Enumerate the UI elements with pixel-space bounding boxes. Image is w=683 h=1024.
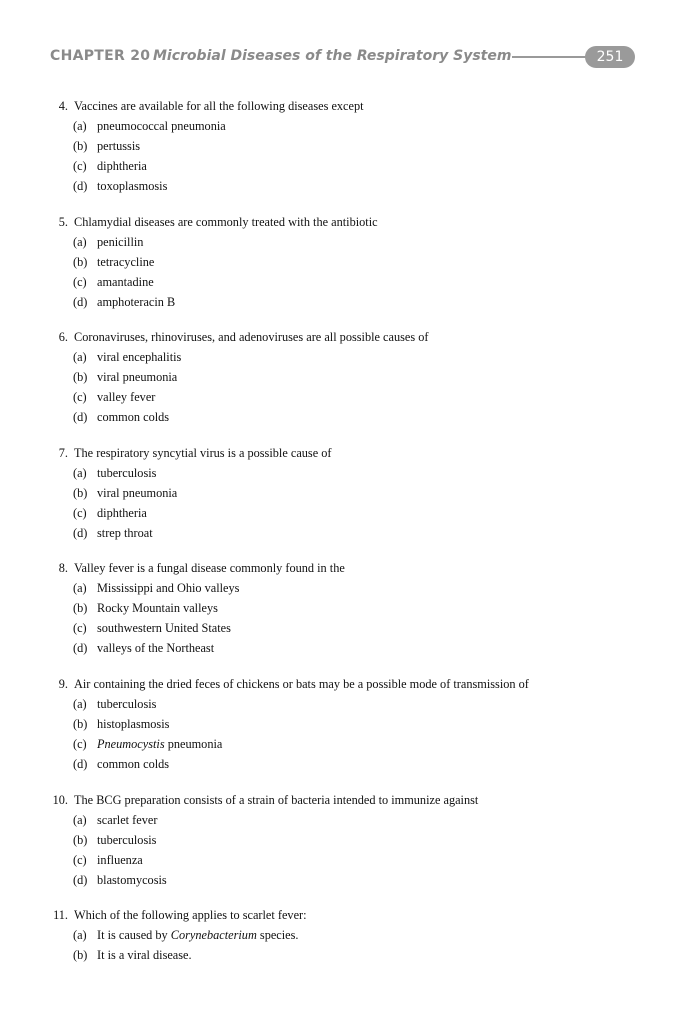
chapter-label: CHAPTER 20 (50, 48, 151, 64)
question-text: The respiratory syncytial virus is a possible cause of (74, 445, 332, 460)
option-letter: (d) (73, 756, 88, 771)
header-rule (512, 56, 592, 58)
answer-option (0, 463, 683, 483)
option-text: tetracycline (97, 254, 155, 269)
question-text: Valley fever is a fungal disease commonly found in the (74, 561, 345, 576)
question-stem (0, 674, 683, 694)
answer-option (0, 734, 683, 754)
answer-option (0, 272, 683, 292)
question-text: Air containing the dried feces of chickens or bats may be a possible mode of transmission of (74, 676, 529, 691)
option-text: tuberculosis (97, 832, 157, 847)
option-text: common colds (97, 410, 170, 425)
answer-option (0, 232, 683, 252)
answer-option (0, 850, 683, 870)
option-letter: (b) (73, 716, 88, 731)
answer-option (0, 292, 683, 312)
option-text: diphtheria (97, 505, 147, 520)
answer-option (0, 598, 683, 618)
option-text: diphtheria (97, 159, 147, 173)
question-number: 7. (58, 445, 68, 460)
answer-option (0, 830, 683, 850)
question-text: The BCG preparation consists of a strain of bacteria intended to immunize against (74, 792, 479, 807)
answer-option (0, 925, 683, 945)
question-stem (0, 443, 683, 463)
question-stem (0, 905, 683, 925)
option-text: pneumococcal pneumonia (97, 119, 226, 133)
question-stem (0, 327, 683, 347)
option-letter: (c) (73, 390, 87, 405)
answer-option (0, 176, 683, 196)
option-letter: (b) (73, 601, 88, 616)
option-text: tuberculosis (97, 465, 157, 480)
option-letter: (c) (73, 736, 87, 751)
option-letter: (a) (73, 234, 87, 249)
question-list (0, 96, 683, 981)
option-letter: (d) (73, 410, 88, 425)
answer-option (0, 638, 683, 658)
question-item (0, 96, 683, 196)
question-item (0, 558, 683, 658)
answer-option (0, 116, 683, 136)
option-letter: (d) (73, 641, 88, 656)
option-letter: (c) (73, 159, 87, 173)
question-number: 10. (52, 792, 68, 807)
option-text: valley fever (97, 390, 156, 405)
option-letter: (a) (73, 465, 87, 480)
option-text-rest: pneumonia (164, 736, 223, 751)
option-text: amphoteracin B (97, 294, 176, 309)
question-stem (0, 96, 683, 116)
option-italic-term: Corynebacterium (170, 928, 257, 943)
question-stem (0, 558, 683, 578)
option-letter: (b) (73, 370, 88, 385)
answer-option (0, 870, 683, 890)
question-text: Coronaviruses, rhinoviruses, and adenoviruses are all possible causes of (74, 330, 429, 345)
answer-option (0, 367, 683, 387)
option-text (97, 734, 222, 754)
option-text: viral pneumonia (97, 370, 178, 385)
option-letter: (b) (73, 254, 88, 269)
answer-option (0, 578, 683, 598)
option-text: scarlet fever (97, 812, 158, 827)
option-text: blastomycosis (97, 872, 167, 887)
option-letter: (a) (73, 696, 87, 711)
option-text: amantadine (97, 274, 154, 289)
answer-option (0, 694, 683, 714)
option-letter: (b) (73, 485, 88, 500)
answer-option (0, 945, 683, 965)
answer-option (0, 156, 683, 176)
option-letter: (d) (73, 179, 88, 193)
answer-option (0, 407, 683, 427)
question-number: 8. (58, 561, 68, 576)
page-number-badge: 251 (585, 46, 635, 68)
option-text: tuberculosis (97, 696, 157, 711)
option-text: viral pneumonia (97, 485, 178, 500)
option-text-lead: It is caused by (97, 928, 171, 943)
answer-option (0, 754, 683, 774)
option-letter: (a) (73, 812, 87, 827)
question-number: 9. (58, 676, 68, 691)
option-text: strep throat (97, 525, 153, 540)
answer-option (0, 387, 683, 407)
question-item (0, 674, 683, 774)
option-text-tail: species. (256, 928, 299, 943)
answer-option (0, 714, 683, 734)
option-letter: (d) (73, 294, 88, 309)
option-letter: (c) (73, 852, 87, 867)
answer-option (0, 136, 683, 156)
answer-option (0, 618, 683, 638)
option-text: pertussis (97, 139, 141, 153)
question-text: Which of the following applies to scarlet fever: (74, 908, 307, 923)
question-stem (0, 790, 683, 810)
option-text: histoplasmosis (97, 716, 170, 731)
option-letter: (c) (73, 274, 87, 289)
question-item (0, 327, 683, 427)
option-text: Mississippi and Ohio valleys (97, 581, 240, 596)
answer-option (0, 347, 683, 367)
option-letter: (a) (73, 350, 87, 365)
question-number: 4. (58, 99, 68, 113)
option-italic-term: Pneumocystis (97, 736, 165, 751)
option-text: It is a viral disease. (97, 948, 192, 963)
answer-option (0, 523, 683, 543)
answer-option (0, 810, 683, 830)
option-letter: (a) (73, 119, 87, 133)
option-text: penicillin (97, 234, 144, 249)
option-letter: (d) (73, 872, 88, 887)
question-text: Chlamydial diseases are commonly treated with the antibiotic (74, 214, 378, 229)
option-text (97, 925, 299, 945)
option-letter: (b) (73, 948, 88, 963)
option-letter: (a) (73, 581, 87, 596)
option-text: valleys of the Northeast (97, 641, 215, 656)
option-text: toxoplasmosis (97, 179, 168, 193)
question-number: 5. (58, 214, 68, 229)
question-item (0, 905, 683, 965)
question-item (0, 790, 683, 890)
question-number: 11. (53, 908, 68, 923)
option-letter: (b) (73, 832, 88, 847)
question-stem (0, 212, 683, 232)
answer-option (0, 503, 683, 523)
option-letter: (b) (73, 139, 88, 153)
option-letter: (a) (73, 928, 87, 943)
option-text: common colds (97, 756, 170, 771)
option-letter: (c) (73, 505, 87, 520)
page-header (50, 46, 640, 68)
option-letter: (d) (73, 525, 88, 540)
option-text: influenza (97, 852, 143, 867)
option-text: viral encephalitis (97, 350, 182, 365)
question-item (0, 212, 683, 312)
question-number: 6. (58, 330, 68, 345)
option-text: southwestern United States (97, 621, 231, 636)
question-text: Vaccines are available for all the following diseases except (74, 99, 364, 113)
option-letter: (c) (73, 621, 87, 636)
answer-option (0, 483, 683, 503)
option-text: Rocky Mountain valleys (97, 601, 218, 616)
answer-option (0, 252, 683, 272)
question-item (0, 443, 683, 543)
chapter-title: Microbial Diseases of the Respiratory System (153, 48, 512, 64)
